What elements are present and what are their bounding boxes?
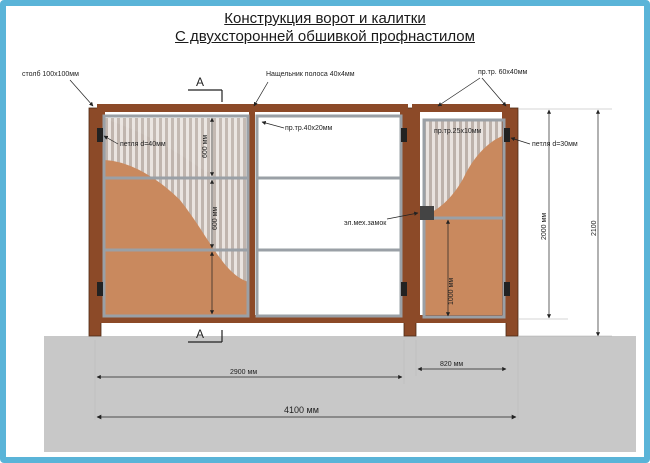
leader-post xyxy=(70,80,93,106)
leader-strip xyxy=(254,82,268,106)
gate-right-inner-frame xyxy=(257,116,401,316)
dim-2900-label: 2900 мм xyxy=(230,369,258,376)
lock-icon xyxy=(420,206,434,220)
leader-tube-40x20 xyxy=(262,122,284,128)
dim-1000-label: 1000 мм xyxy=(448,277,455,305)
hinge-gate-right-bottom xyxy=(401,282,407,296)
label-hinge-gate: петля d=40мм xyxy=(120,141,166,148)
hinge-gate-top xyxy=(97,128,103,142)
hinge-wicket-bottom xyxy=(504,282,510,296)
dim-2100-label: 2100 xyxy=(591,220,598,236)
leader-tube-60x40-b xyxy=(482,78,506,106)
label-hinge-wicket: петля d=30мм xyxy=(532,141,578,148)
hinge-gate-bottom xyxy=(97,282,103,296)
leader-tube-60x40-a xyxy=(438,78,480,106)
hinge-wicket-top xyxy=(504,128,510,142)
section-mark-bottom: A xyxy=(196,327,205,341)
dim-600-2-label: 600 мм xyxy=(212,206,219,230)
label-post: столб 100х100мм xyxy=(22,71,79,78)
title-line-2: С двухсторонней обшивкой профнастилом xyxy=(175,28,475,45)
label-tube-40x20: пр.тр.40х20мм xyxy=(285,125,333,132)
dim-600-1-label: 600 мм xyxy=(202,134,209,158)
label-tube-60x40: пр.тр. 60х40мм xyxy=(478,69,528,76)
section-mark-top: A xyxy=(196,75,205,89)
dim-2000-label: 2000 мм xyxy=(541,212,548,240)
title-line-1: Конструкция ворот и калитки xyxy=(224,10,426,27)
ground xyxy=(44,336,636,452)
label-strip: Нащельник полоса 40х4мм xyxy=(266,71,355,78)
label-tube-25x10: пр.тр.25х10мм xyxy=(434,128,482,135)
dim-4100-label: 4100 мм xyxy=(284,405,319,415)
hinge-gate-right-top xyxy=(401,128,407,142)
dim-820-label: 820 мм xyxy=(440,361,464,368)
label-lock: эл.мех.замок xyxy=(344,220,387,227)
